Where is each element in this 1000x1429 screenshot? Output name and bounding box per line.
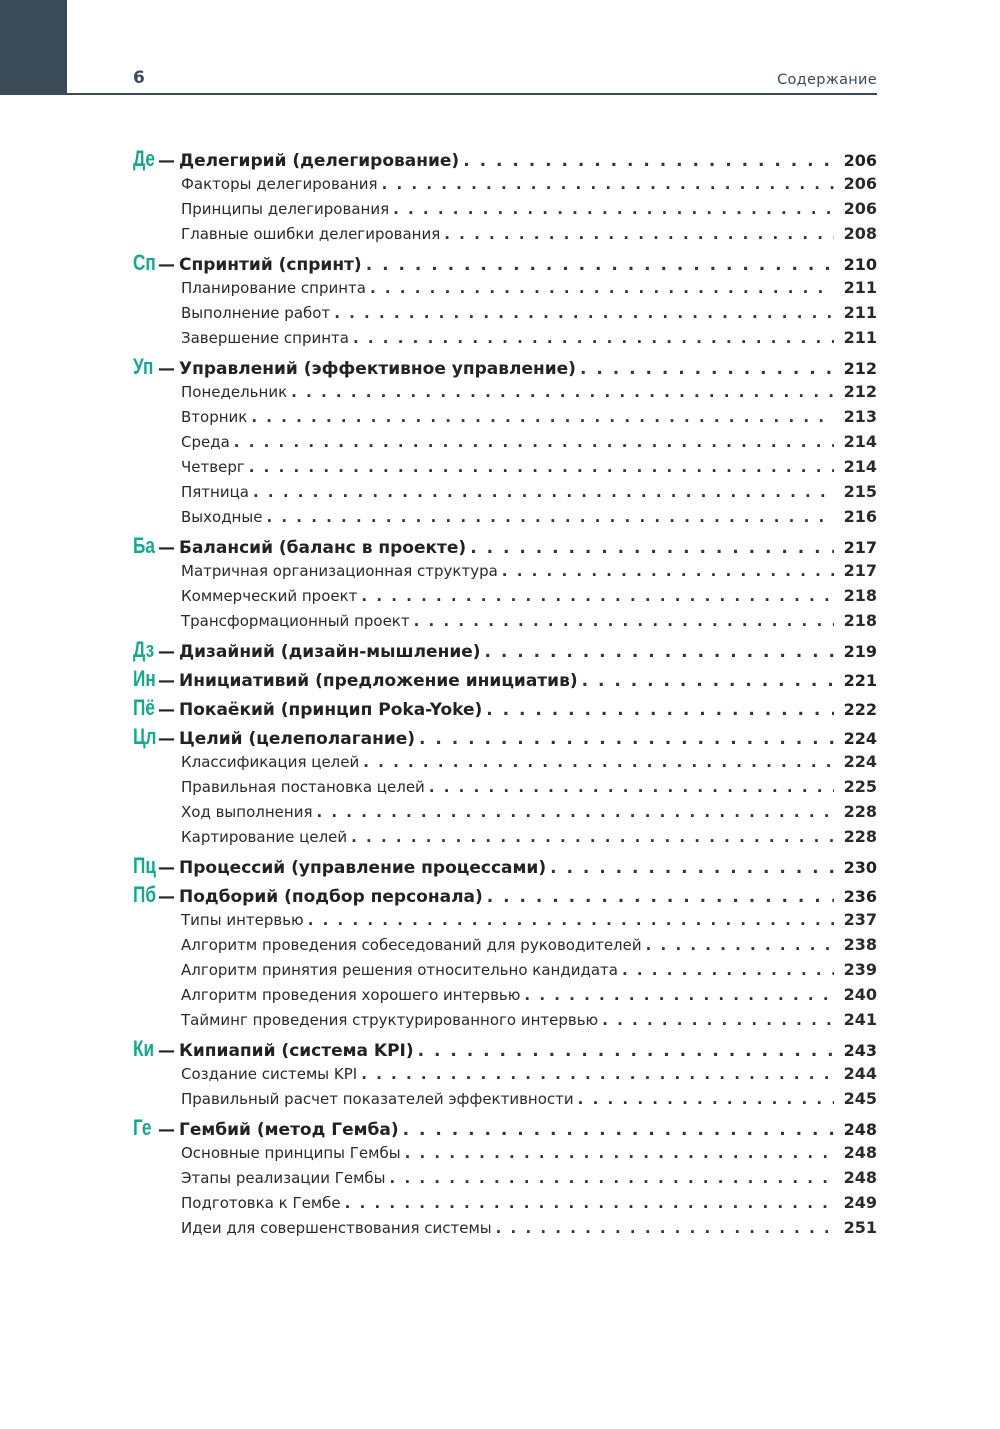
subsection-title: Этапы реализации Гембы [181, 1169, 386, 1187]
subsection-title: Тайминг проведения структурированного интервью [181, 1011, 599, 1029]
toc-subsection[interactable] [133, 1215, 877, 1240]
page-number: 216 [843, 507, 877, 526]
page-number: 230 [843, 858, 877, 877]
page-number: 243 [843, 1041, 877, 1060]
chapter-title: Дизайний (дизайн-мышление) [179, 642, 481, 662]
page-number: 218 [843, 586, 877, 605]
chapter-code: Уп [133, 354, 154, 379]
dot-leader [359, 750, 833, 775]
page-number: 228 [843, 827, 877, 846]
dot-leader [362, 253, 834, 278]
dot-leader [459, 149, 833, 174]
dash-separator: — [158, 538, 175, 558]
chapter-title: Покаёкий (принцип Poka-Yoke) [179, 700, 483, 720]
subsection-title: Алгоритм проведения хорошего интервью [181, 986, 521, 1004]
page-number: 248 [843, 1168, 877, 1187]
page-number: 218 [843, 611, 877, 630]
dot-leader [425, 775, 834, 800]
page-number: 211 [843, 303, 877, 322]
chapter-code: Дз [133, 637, 155, 662]
toc-subsection[interactable] [133, 171, 877, 196]
page-number: 248 [843, 1143, 877, 1162]
chapter-title: Кипиапий (система KPI) [179, 1041, 414, 1061]
dash-separator: — [158, 359, 175, 379]
chapter-code: Пб [133, 882, 156, 907]
dash-separator: — [158, 151, 175, 171]
dash-separator: — [158, 858, 175, 878]
dot-leader [357, 1062, 833, 1087]
page-number: 208 [843, 224, 877, 243]
page-number: 239 [843, 960, 877, 979]
page-number: 211 [843, 328, 877, 347]
dash-separator: — [158, 1120, 175, 1140]
dot-leader [482, 698, 833, 723]
dash-separator: — [158, 729, 175, 749]
toc-subsection[interactable] [133, 1165, 877, 1190]
running-title: Содержание [777, 72, 877, 88]
page-number: 245 [843, 1089, 877, 1108]
toc-chapter[interactable] [133, 882, 877, 907]
subsection-title: Правильная постановка целей [181, 778, 425, 796]
dot-leader [498, 559, 834, 584]
chapter-title: Процессий (управление процессами) [179, 858, 547, 878]
subsection-title: Типы интервью [181, 911, 304, 929]
chapter-title: Управлений (эффективное управление) [179, 359, 576, 379]
dot-leader [574, 1087, 834, 1112]
page-number: 214 [843, 457, 877, 476]
dot-leader [399, 1118, 834, 1143]
dot-leader [262, 505, 833, 530]
page-number: 225 [843, 777, 877, 796]
dot-leader [410, 609, 834, 634]
page-number: 228 [843, 802, 877, 821]
dot-leader [483, 885, 834, 910]
toc-subsection[interactable] [133, 982, 877, 1007]
toc-subsection[interactable] [133, 404, 877, 429]
toc-chapter[interactable] [133, 666, 877, 691]
chapter-title: Делегирий (делегирование) [179, 151, 460, 171]
toc-subsection[interactable] [133, 1140, 877, 1165]
dot-leader [349, 326, 834, 351]
toc-subsection[interactable] [133, 1007, 877, 1032]
dot-leader [578, 669, 834, 694]
toc-subsection[interactable] [133, 932, 877, 957]
toc-chapter[interactable] [133, 853, 877, 878]
toc-chapter[interactable] [133, 724, 877, 749]
table-of-contents [133, 146, 877, 1240]
dot-leader [415, 727, 834, 752]
subsection-title: Создание системы KPI [181, 1065, 358, 1083]
toc-subsection[interactable] [133, 300, 877, 325]
chapter-title: Гембий (метод Гемба) [179, 1120, 399, 1140]
toc-subsection[interactable] [133, 504, 877, 529]
dot-leader [389, 197, 834, 222]
toc-chapter[interactable] [133, 250, 877, 275]
dot-leader [576, 357, 834, 382]
subsection-title: Трансформационный проект [181, 612, 410, 630]
dot-leader [287, 380, 833, 405]
subsection-title: Алгоритм проведения собеседований для руководителей [181, 936, 642, 954]
dot-leader [357, 584, 833, 609]
dot-leader [378, 172, 834, 197]
page-number: 206 [843, 174, 877, 193]
dot-leader [414, 1039, 834, 1064]
chapter-title: Целий (целеполагание) [179, 729, 416, 749]
dash-separator: — [158, 642, 175, 662]
toc-subsection[interactable] [133, 479, 877, 504]
chapter-code: Сп [133, 250, 156, 275]
page-number: 206 [843, 151, 877, 170]
page-number: 248 [843, 1120, 877, 1139]
toc-subsection[interactable] [133, 1061, 877, 1086]
toc-subsection[interactable] [133, 749, 877, 774]
page-number: 212 [843, 382, 877, 401]
page-number: 6 [133, 68, 145, 88]
dot-leader [546, 856, 833, 881]
toc-subsection[interactable] [133, 196, 877, 221]
toc-subsection[interactable] [133, 429, 877, 454]
subsection-title: Главные ошибки делегирования [181, 225, 441, 243]
dot-leader [347, 825, 833, 850]
chapter-title: Инициативий (предложение инициатив) [179, 671, 578, 691]
dot-leader [642, 933, 834, 958]
subsection-title: Вторник [181, 408, 248, 426]
toc-subsection[interactable] [133, 379, 877, 404]
chapter-title: Спринтий (спринт) [179, 255, 362, 275]
subsection-title: Выполнение работ [181, 304, 331, 322]
page-number: 244 [843, 1064, 877, 1083]
chapter-code: Пц [133, 853, 156, 878]
page-number: 224 [843, 752, 877, 771]
dot-leader [247, 405, 833, 430]
toc-chapter[interactable] [133, 1036, 877, 1061]
toc-subsection[interactable] [133, 275, 877, 300]
toc-subsection[interactable] [133, 1190, 877, 1215]
page-number: 213 [843, 407, 877, 426]
subsection-title: Подготовка к Гембе [181, 1194, 341, 1212]
toc-subsection[interactable] [133, 957, 877, 982]
chapter-code: Ин [133, 666, 156, 691]
subsection-title: Среда [181, 433, 230, 451]
chapter-code: Де [133, 146, 155, 171]
subsection-title: Выходные [181, 508, 263, 526]
page-number: 215 [843, 482, 877, 501]
dot-leader [249, 480, 834, 505]
subsection-title: Ход выполнения [181, 803, 313, 821]
toc-chapter[interactable] [133, 533, 877, 558]
dot-leader [330, 301, 833, 326]
page-number: 224 [843, 729, 877, 748]
dot-leader [366, 276, 834, 301]
page-number: 251 [843, 1218, 877, 1237]
dot-leader [520, 983, 833, 1008]
page-number: 217 [843, 561, 877, 580]
chapter-code: Пё [133, 695, 155, 720]
subsection-title: Алгоритм принятия решения относительно кандидата [181, 961, 618, 979]
chapter-code: Ба [133, 533, 155, 558]
dot-leader [466, 536, 833, 561]
toc-subsection[interactable] [133, 221, 877, 246]
toc-subsection[interactable] [133, 799, 877, 824]
toc-subsection[interactable] [133, 454, 877, 479]
dot-leader [312, 800, 833, 825]
subsection-title: Завершение спринта [181, 329, 349, 347]
subsection-title: Матричная организационная структура [181, 562, 498, 580]
page-number: 217 [843, 538, 877, 557]
toc-chapter[interactable] [133, 1115, 877, 1140]
subsection-title: Четверг [181, 458, 245, 476]
toc-subsection[interactable] [133, 774, 877, 799]
page-number: 210 [843, 255, 877, 274]
chapter-code: Ге [133, 1115, 152, 1140]
toc-chapter[interactable] [133, 637, 877, 662]
subsection-title: Понедельник [181, 383, 288, 401]
page-number: 212 [843, 359, 877, 378]
subsection-title: Коммерческий проект [181, 587, 358, 605]
dash-separator: — [158, 1041, 175, 1061]
page-number: 240 [843, 985, 877, 1004]
page-number: 221 [843, 671, 877, 690]
chapter-title: Балансий (баланс в проекте) [179, 538, 467, 558]
dot-leader [401, 1141, 834, 1166]
dot-leader [492, 1216, 834, 1241]
toc-subsection[interactable] [133, 1086, 877, 1111]
dot-leader [245, 455, 834, 480]
toc-subsection[interactable] [133, 824, 877, 849]
page-number: 211 [843, 278, 877, 297]
subsection-title: Картирование целей [181, 828, 348, 846]
subsection-title: Принципы делегирования [181, 200, 390, 218]
subsection-title: Правильный расчет показателей эффективности [181, 1090, 574, 1108]
subsection-title: Пятница [181, 483, 249, 501]
dot-leader [230, 430, 834, 455]
page-number: 236 [843, 887, 877, 906]
header-rule [67, 93, 877, 95]
toc-subsection[interactable] [133, 583, 877, 608]
dot-leader [440, 222, 833, 247]
dot-leader [598, 1008, 833, 1033]
dot-leader [481, 640, 834, 665]
toc-subsection[interactable] [133, 325, 877, 350]
subsection-title: Идеи для совершенствования системы [181, 1219, 492, 1237]
dash-separator: — [158, 255, 175, 275]
dash-separator: — [158, 887, 175, 907]
chapter-title: Подборий (подбор персонала) [179, 887, 483, 907]
subsection-title: Основные принципы Гембы [181, 1144, 401, 1162]
page-number: 249 [843, 1193, 877, 1212]
corner-block [0, 0, 67, 95]
dot-leader [341, 1191, 834, 1216]
page-number: 222 [843, 700, 877, 719]
toc-chapter[interactable] [133, 146, 877, 171]
subsection-title: Планирование спринта [181, 279, 366, 297]
chapter-code: Ки [133, 1036, 155, 1061]
chapter-code: Цл [133, 724, 157, 749]
dot-leader [386, 1166, 834, 1191]
dot-leader [618, 958, 834, 983]
page-number: 241 [843, 1010, 877, 1029]
dash-separator: — [158, 671, 175, 691]
toc-subsection[interactable] [133, 907, 877, 932]
subsection-title: Классификация целей [181, 753, 360, 771]
page-number: 237 [843, 910, 877, 929]
toc-chapter[interactable] [133, 354, 877, 379]
toc-chapter[interactable] [133, 695, 877, 720]
dash-separator: — [158, 700, 175, 720]
page-number: 219 [843, 642, 877, 661]
page-number: 206 [843, 199, 877, 218]
toc-subsection[interactable] [133, 608, 877, 633]
toc-subsection[interactable] [133, 558, 877, 583]
subsection-title: Факторы делегирования [181, 175, 378, 193]
dot-leader [304, 908, 834, 933]
page-number: 238 [843, 935, 877, 954]
page-number: 214 [843, 432, 877, 451]
